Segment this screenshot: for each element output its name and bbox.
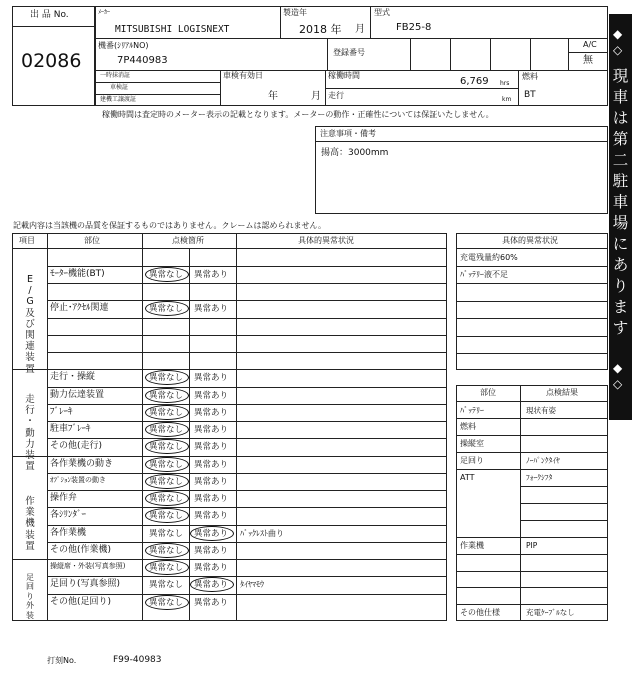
check-ok: 異常なし bbox=[149, 528, 184, 539]
row-part: ｵﾌﾟｼｮﾝ装置の動き bbox=[50, 475, 106, 484]
check-ok: 異常なし bbox=[149, 390, 184, 401]
check-ok: 異常なし bbox=[149, 580, 184, 591]
row-part: 駐車ﾌﾞﾚｰｷ bbox=[50, 424, 91, 434]
lot-label: 出 品 No. bbox=[30, 10, 69, 20]
hours-label: 稼働時間 bbox=[328, 71, 360, 80]
check-ok: 異常なし bbox=[149, 511, 184, 522]
check-ok: 異常なし bbox=[149, 304, 184, 315]
notes-label: 注意事項・備考 bbox=[320, 129, 376, 138]
maker-value: MITSUBISHI LOGISNEXT bbox=[115, 24, 230, 35]
maker-label: ﾒｰｶｰ bbox=[98, 9, 111, 16]
check-ng: 異常あり bbox=[194, 476, 229, 487]
check-ng: 異常あり bbox=[194, 390, 229, 401]
selected-mark bbox=[145, 267, 189, 282]
check-ng: 異常あり bbox=[194, 511, 229, 522]
row-part: 各作業機の動き bbox=[50, 458, 114, 469]
notes-box bbox=[315, 126, 608, 214]
result-value: 充電ｹｰﾌﾞﾙなし bbox=[526, 608, 575, 618]
check-ok: 異常なし bbox=[149, 373, 184, 384]
row-part: 各作業機 bbox=[50, 527, 87, 538]
diamond-icon: ◆ bbox=[613, 361, 623, 375]
check-ng: 異常あり bbox=[194, 459, 229, 470]
check-ng: 異常あり bbox=[194, 373, 229, 384]
fuel-label: 燃料 bbox=[522, 72, 538, 81]
row-part: 操縦席・外装(写真参照) bbox=[50, 562, 126, 570]
lot-number: 02086 bbox=[21, 50, 82, 72]
banner-text: 現 車 は 第 二 駐 車 場 に あ り ま す bbox=[612, 67, 629, 337]
serial-value: 7P440983 bbox=[117, 55, 168, 66]
row-part: ﾌﾞﾚｰｷ bbox=[50, 406, 73, 417]
check-ok: 異常なし bbox=[149, 563, 184, 573]
quality-disclaimer: 記載内容は当該機の品質を保証するものではありません。クレームは認められません。 bbox=[13, 221, 326, 230]
check-ng: 異常あり bbox=[194, 580, 229, 591]
hours-disclaimer: 稼働時間は査定時のメーター表示の記載となります。メーターの動作・正確性については保証いたしません。 bbox=[102, 110, 494, 119]
row-detail: ﾀｲﾔﾏﾓｳ bbox=[240, 580, 264, 590]
check-ng: 異常あり bbox=[194, 442, 229, 453]
check-ok: 異常なし bbox=[149, 545, 184, 556]
cert-transfer: 建機工譲渡証 bbox=[100, 96, 137, 103]
ac-label: A/C bbox=[583, 40, 597, 49]
detail-line: ﾊﾞｯﾃﾘｰ液不足 bbox=[460, 269, 508, 279]
selected-mark bbox=[145, 405, 189, 420]
group-attachment: 作 業 機 装 置 bbox=[25, 496, 35, 552]
check-ng: 異常あり bbox=[194, 425, 229, 435]
check-ng: 異常あり bbox=[194, 407, 229, 418]
serial-label: 機番(ｼﾘｱﾙNO) bbox=[98, 41, 149, 50]
hours-value: 6,769 bbox=[460, 76, 489, 87]
diamond-outline-icon: ◇ bbox=[613, 377, 623, 391]
result-value: 現状有姿 bbox=[526, 405, 556, 415]
check-ok: 異常なし bbox=[149, 476, 184, 487]
check-ng: 異常あり bbox=[194, 597, 229, 608]
check-ok: 異常なし bbox=[149, 459, 184, 470]
selected-mark bbox=[145, 474, 189, 489]
group-undercarriage: 足 回 り 外 装 bbox=[26, 573, 34, 620]
check-ok: 異常なし bbox=[149, 442, 184, 453]
check-ok: 異常なし bbox=[149, 407, 184, 418]
inspection-month: 月 bbox=[311, 91, 321, 102]
hours-unit: hrs bbox=[500, 80, 510, 87]
result-value: ﾉｰﾊﾟﾝｸﾀｲﾔ bbox=[526, 456, 560, 466]
row-part: その他(足回り) bbox=[50, 596, 112, 607]
check-ng: 異常あり bbox=[194, 304, 229, 315]
year-value: 2018 年 bbox=[299, 23, 342, 36]
result-part: 操縦室 bbox=[460, 439, 484, 449]
group-engine: E / G 及 び 関 連 装 置 bbox=[25, 274, 35, 375]
result-part: 燃料 bbox=[460, 422, 476, 432]
check-ok: 異常なし bbox=[149, 269, 184, 280]
fuel-value: BT bbox=[524, 90, 536, 100]
header-detail: 具体的異常状況 bbox=[298, 236, 354, 245]
right-detail-header: 具体的異常状況 bbox=[502, 236, 558, 245]
row-part: 走行・操縦 bbox=[50, 372, 96, 383]
model-value: FB25-8 bbox=[396, 22, 432, 33]
row-part: 停止･ｱｸｾﾙ関連 bbox=[50, 303, 109, 314]
result-part: ﾊﾞｯﾃﾘｰ bbox=[460, 405, 484, 415]
km-unit: km bbox=[502, 96, 512, 103]
detail-line: 充電残量約60% bbox=[460, 252, 518, 262]
row-part: その他(作業機) bbox=[50, 544, 112, 555]
location-banner bbox=[609, 14, 632, 420]
result-part: 足回り bbox=[460, 456, 484, 466]
result-header-result: 点検結果 bbox=[546, 388, 578, 397]
stamp-value: F99-40983 bbox=[113, 655, 162, 665]
selected-mark bbox=[145, 595, 189, 610]
selected-mark bbox=[145, 543, 189, 558]
year-label: 製造年 bbox=[283, 8, 307, 17]
check-ng: 異常あり bbox=[194, 528, 229, 539]
ac-value: 無 bbox=[583, 55, 593, 66]
selected-mark bbox=[145, 560, 189, 575]
run-label: 走行 bbox=[328, 91, 344, 100]
selected-mark bbox=[145, 422, 189, 437]
row-part: 足回り(写真参照) bbox=[50, 579, 121, 590]
selected-mark bbox=[145, 491, 189, 506]
check-ng: 異常あり bbox=[194, 563, 229, 573]
row-detail: ﾊﾞｯｸﾚｽﾄ曲り bbox=[240, 528, 284, 538]
diamond-outline-icon: ◇ bbox=[613, 43, 623, 57]
result-header-part: 部位 bbox=[480, 388, 496, 397]
row-part: 操作弁 bbox=[50, 493, 78, 503]
row-part: ﾓｰﾀｰ機能(BT) bbox=[50, 268, 105, 279]
selected-mark bbox=[145, 457, 189, 472]
notes-value: 揚高：3000mm bbox=[321, 148, 389, 158]
diamond-icon: ◆ bbox=[613, 27, 623, 41]
selected-mark bbox=[145, 388, 189, 403]
registration-label: 登録番号 bbox=[333, 48, 365, 57]
result-part: 作業機 bbox=[460, 540, 484, 550]
check-ok: 異常なし bbox=[149, 425, 184, 435]
check-ng: 異常あり bbox=[194, 494, 229, 504]
header-item: 項目 bbox=[19, 236, 35, 245]
model-label: 型式 bbox=[374, 8, 390, 17]
header-part: 部位 bbox=[84, 236, 100, 245]
inspection-year: 年 bbox=[268, 91, 278, 102]
month-suffix: 月 bbox=[355, 24, 365, 35]
result-part: ATT bbox=[460, 473, 475, 483]
result-value: PIP bbox=[526, 540, 538, 550]
row-part: その他(走行) bbox=[50, 441, 103, 452]
row-part: 各ｼﾘﾝﾀﾞｰ bbox=[50, 510, 87, 521]
inspection-label: 車検有効日 bbox=[223, 71, 263, 80]
row-part: 動力伝達装置 bbox=[50, 389, 105, 400]
check-ng: 異常あり bbox=[194, 545, 229, 556]
check-ok: 異常なし bbox=[149, 597, 184, 608]
header-check-point: 点検箇所 bbox=[172, 236, 204, 245]
selected-mark bbox=[190, 526, 234, 541]
cert-temp-deregistration: 一時抹消証 bbox=[100, 72, 131, 79]
cert-vehicle-inspection: 車検証 bbox=[110, 84, 129, 91]
check-ng: 異常あり bbox=[194, 269, 229, 280]
stamp-label: 打刻No. bbox=[47, 656, 77, 665]
group-drive: 走 行 ・ 動 力 装 置 bbox=[25, 394, 35, 473]
result-value: ﾌｫｰｸｼﾌﾀ bbox=[526, 473, 553, 483]
check-ok: 異常なし bbox=[149, 494, 184, 504]
result-part: その他仕様 bbox=[460, 608, 500, 618]
